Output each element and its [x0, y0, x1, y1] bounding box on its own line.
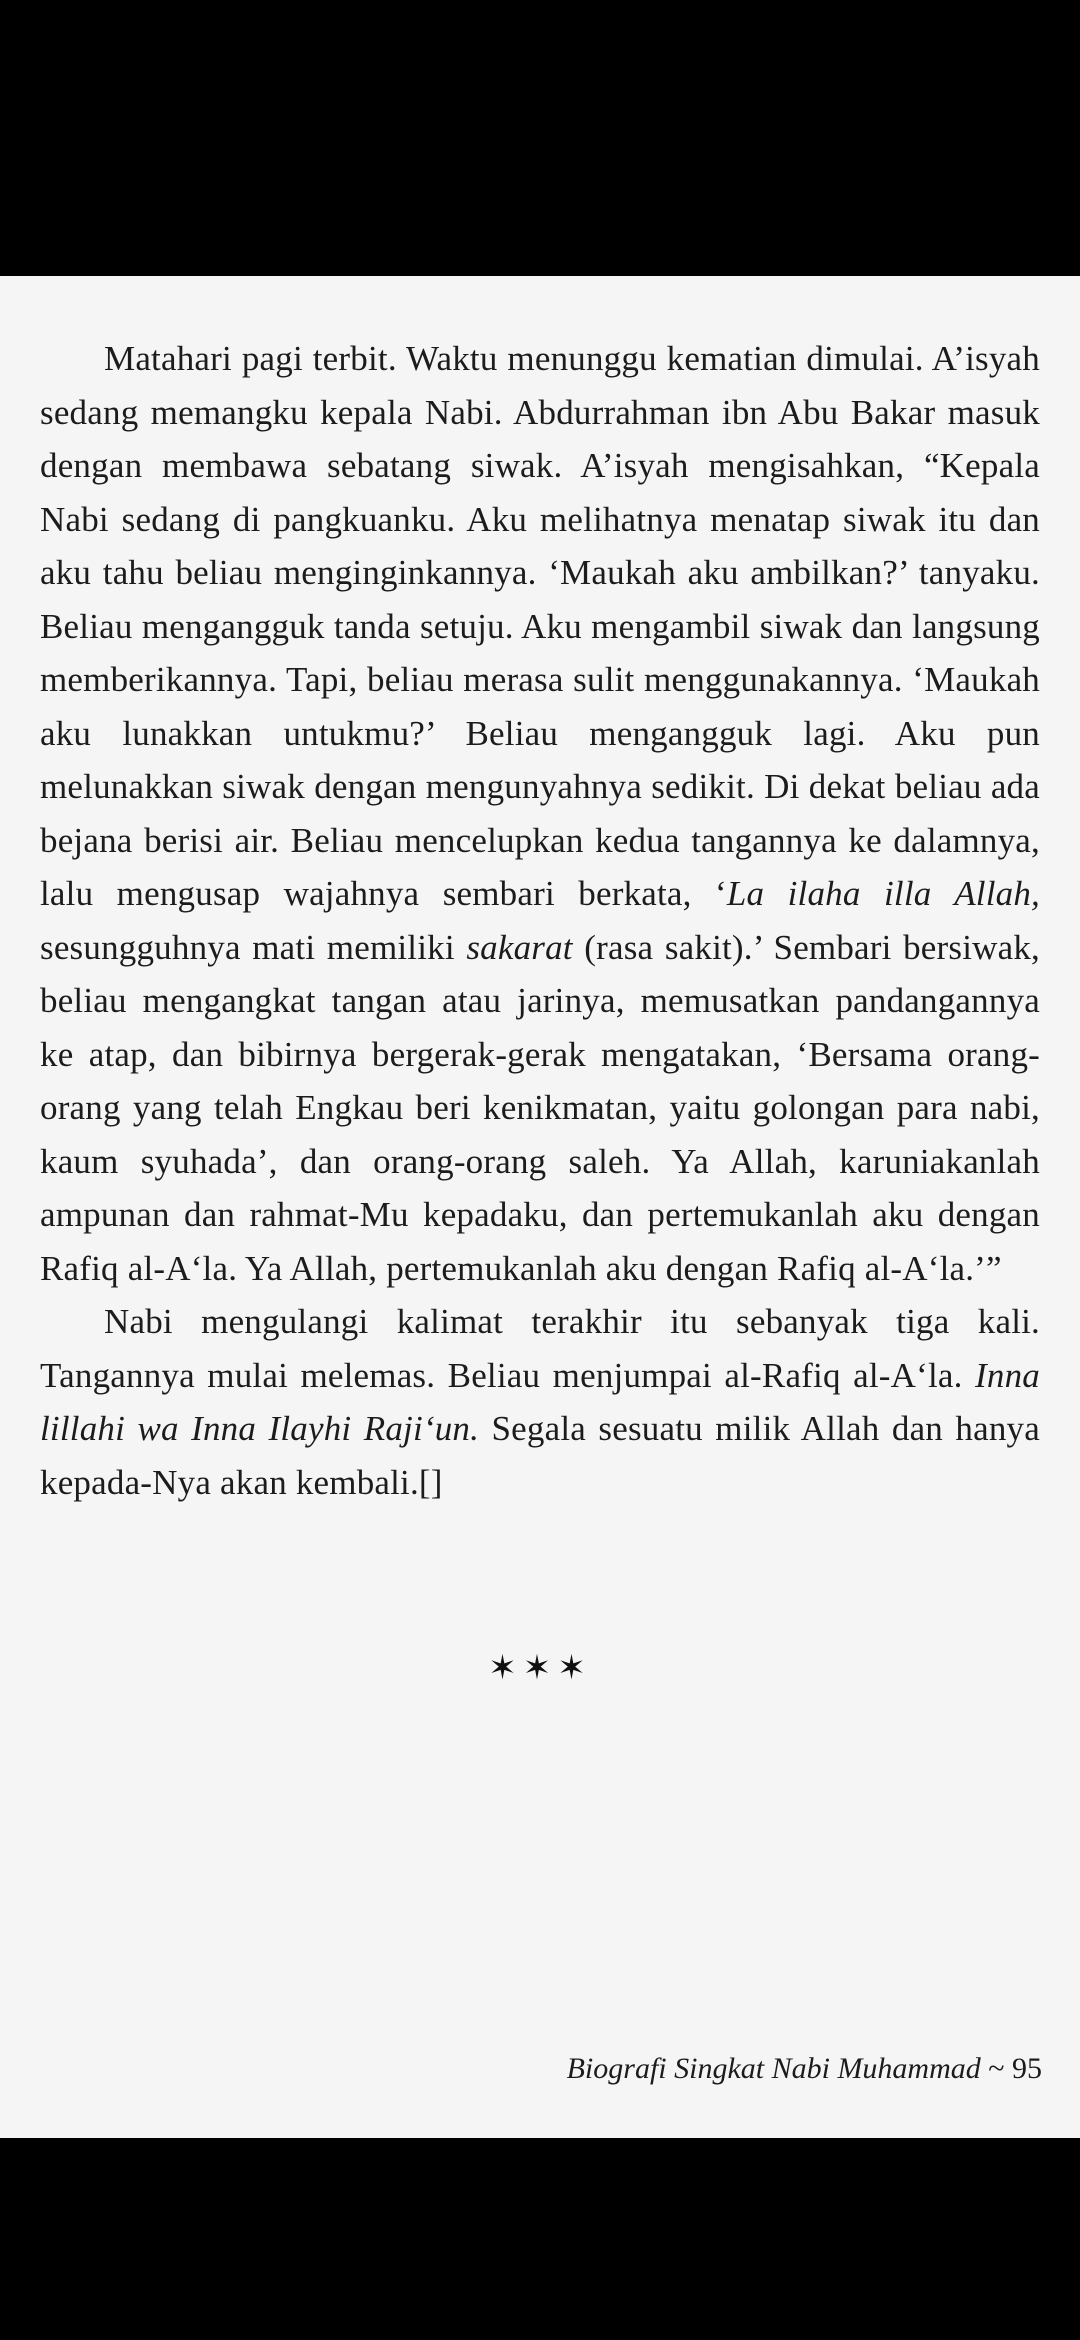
paragraph-1 [40, 332, 1040, 1295]
paragraph-2-text: Segala sesuatu milik Allah dan hanya kepada-Nya akan kembali.[] [40, 1409, 1040, 1502]
paragraph-2 [40, 1295, 1040, 1509]
book-title: Biografi Singkat Nabi Muhammad [566, 2052, 981, 2085]
page-footer [567, 2052, 1042, 2086]
section-separator-stars: ✶✶✶ [488, 1648, 592, 1688]
top-black-bar [0, 0, 1080, 276]
page-number: 95 [1012, 2052, 1042, 2085]
page-body-text [40, 332, 1040, 1509]
paragraph-1-text: sesungguhnya mati memiliki [40, 927, 467, 967]
paragraph-1-italic-phrase: La ilaha illa Allah, [726, 874, 1040, 913]
footer-separator: ~ [980, 2052, 1012, 2085]
paragraph-1-text: Matahari pagi terbit. Waktu menunggu kematian dimulai. A’isyah sedang memangku kepala Nabi. Abdurrahman ibn Abu Bakar masuk dengan membawa sebatang siwak. A’isyah mengisahkan, “Kepala Nabi sedang di pangkuanku. Aku melihatnya menatap siwak itu dan aku tahu beliau menginginkannya. ‘Maukah aku ambilkan?’ tanyaku. Beliau mengangguk tanda setuju. Aku mengambil siwak dan langsung memberikannya. Tapi, beliau merasa sulit menggunakannya. ‘Maukah aku lunakkan untukmu?’ Beliau mengangguk lagi. Aku pun melunakkan siwak dengan mengunyahnya sedikit. Di dekat beliau ada bejana berisi air. Beliau mencelupkan kedua tangannya ke dalamnya, lalu mengusap wajahnya sembari berkata, ‘ [40, 339, 1040, 913]
book-page[interactable] [0, 276, 1080, 2138]
paragraph-1-italic-word: sakarat [466, 927, 573, 967]
paragraph-1-text: (rasa sakit).’ Sembari bersiwak, beliau mengangkat tangan atau jarinya, memusatkan pandangannya ke atap, dan bibirnya bergerak-gerak mengatakan, ‘Bersama orang-orang yang telah Engkau beri kenikmatan, yaitu golongan para nabi, kaum syuhada’, dan orang-orang saleh. Ya Allah, karuniakanlah ampunan dan rahmat-Mu kepadaku, dan pertemukanlah aku dengan Rafiq al-A‘la. Ya Allah, pertemukanlah aku dengan Rafiq al-A‘la.’” [40, 927, 1041, 1288]
paragraph-2-text: Nabi mengulangi kalimat terakhir itu sebanyak tiga kali. Tangannya mulai melemas. Beliau menjumpai al-Rafiq al-A‘la. [40, 1302, 1040, 1395]
bottom-black-bar [0, 2138, 1080, 2340]
paragraph-2-italic-phrase: Inna lillahi wa Inna Ilayhi Raji‘un. [40, 1355, 1040, 1448]
